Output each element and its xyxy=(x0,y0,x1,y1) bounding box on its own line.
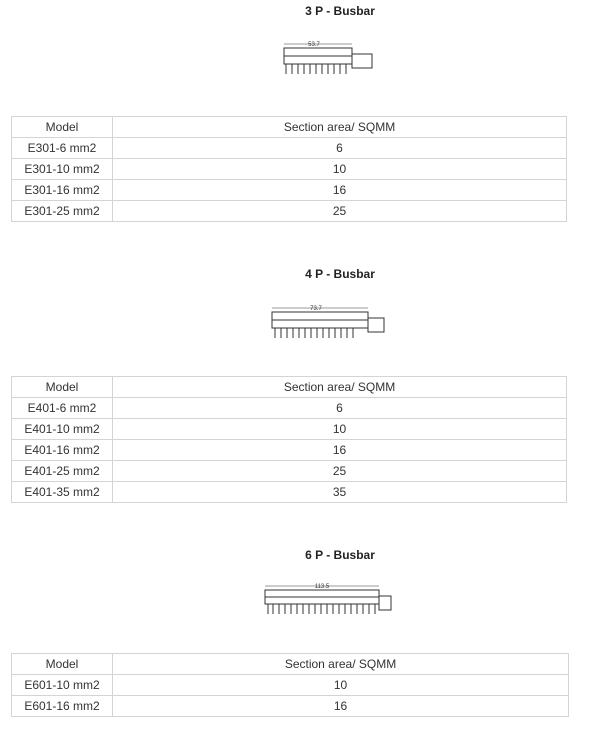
table-row xyxy=(12,675,569,696)
table-row xyxy=(12,696,569,717)
cell-model: E601-10 mm2 xyxy=(12,675,113,696)
cell-model: E301-25 mm2 xyxy=(12,201,113,222)
cell-model: E301-10 mm2 xyxy=(12,159,113,180)
table-header-row xyxy=(12,117,567,138)
cell-area: 10 xyxy=(113,419,567,440)
section-title-4p: 4 P - Busbar xyxy=(305,267,375,281)
table-row xyxy=(12,440,567,461)
header-section: Section area/ SQMM xyxy=(113,654,569,675)
busbar-6p-drawing xyxy=(262,582,396,616)
cell-area: 6 xyxy=(113,138,567,159)
table-row xyxy=(12,138,567,159)
cell-area: 25 xyxy=(113,201,567,222)
cell-area: 16 xyxy=(113,696,569,717)
cell-area: 16 xyxy=(113,180,567,201)
cell-model: E401-6 mm2 xyxy=(12,398,113,419)
cell-area: 10 xyxy=(113,159,567,180)
table-header-row xyxy=(12,377,567,398)
cell-area: 10 xyxy=(113,675,569,696)
cell-area: 16 xyxy=(113,440,567,461)
cell-model: E401-16 mm2 xyxy=(12,440,113,461)
table-row xyxy=(12,482,567,503)
header-model: Model xyxy=(12,377,113,398)
busbar-4p-drawing xyxy=(268,304,388,340)
cell-model: E401-25 mm2 xyxy=(12,461,113,482)
cell-model: E301-6 mm2 xyxy=(12,138,113,159)
section-title-6p: 6 P - Busbar xyxy=(305,548,375,562)
header-section: Section area/ SQMM xyxy=(113,117,567,138)
table-3p xyxy=(11,116,567,222)
table-row xyxy=(12,398,567,419)
header-model: Model xyxy=(12,654,113,675)
dimension-label-6p: 113.5 xyxy=(314,584,330,590)
cell-area: 35 xyxy=(113,482,567,503)
table-row xyxy=(12,419,567,440)
table-row xyxy=(12,159,567,180)
cell-area: 25 xyxy=(113,461,567,482)
table-4p xyxy=(11,376,567,503)
cell-model: E301-16 mm2 xyxy=(12,180,113,201)
table-header-row xyxy=(12,654,569,675)
table-row xyxy=(12,180,567,201)
section-title-3p: 3 P - Busbar xyxy=(305,4,375,18)
table-row xyxy=(12,201,567,222)
header-model: Model xyxy=(12,117,113,138)
header-section: Section area/ SQMM xyxy=(113,377,567,398)
cell-area: 6 xyxy=(113,398,567,419)
busbar-3p-drawing xyxy=(280,40,376,78)
table-row xyxy=(12,461,567,482)
dimension-label-3p: 53.7 xyxy=(308,42,320,48)
dimension-label-4p: 73.7 xyxy=(310,306,322,312)
cell-model: E401-35 mm2 xyxy=(12,482,113,503)
cell-model: E601-16 mm2 xyxy=(12,696,113,717)
cell-model: E401-10 mm2 xyxy=(12,419,113,440)
table-6p xyxy=(11,653,569,717)
